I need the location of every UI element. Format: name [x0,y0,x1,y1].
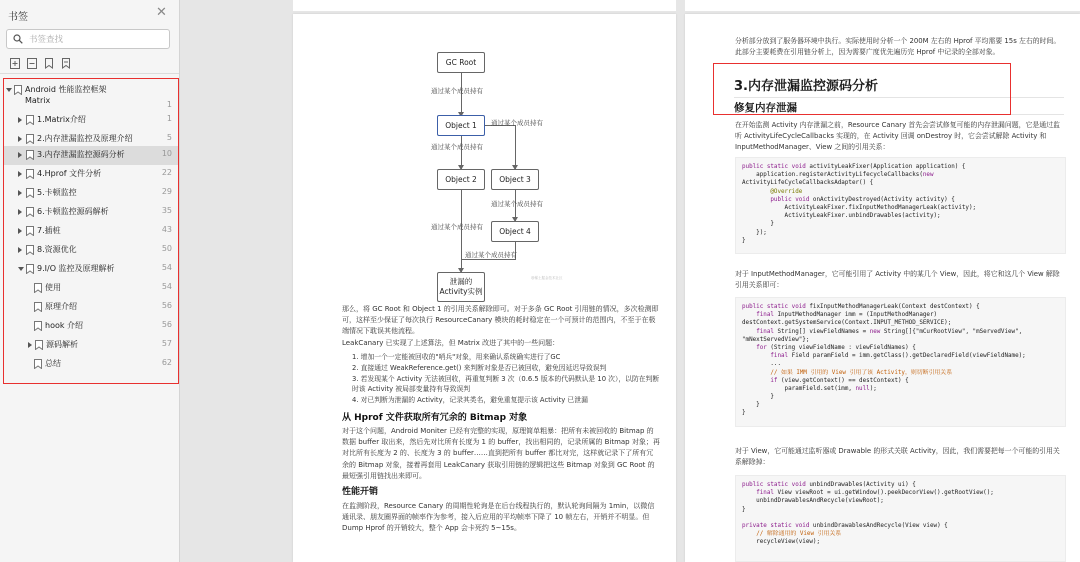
toc-item-page: 56 [161,301,172,310]
bookmark-icon [26,169,34,179]
toc-item-page: 35 [161,206,172,215]
toc-item-io-summary[interactable] [4,355,178,374]
toc-item-matrix-intro[interactable] [4,111,178,130]
toc-item-instrumentation[interactable] [4,222,178,241]
bookmark-icon [26,226,34,236]
bookmark-icon [26,245,34,255]
toc-item-label: Android 性能监控框架 Matrix [25,85,107,105]
previous-page-edge [293,0,676,11]
heading-highlight-frame [713,63,1011,115]
bookmark-icon [26,207,34,217]
toc-item-root[interactable] [4,81,178,111]
delete-bookmark-icon[interactable] [61,58,71,69]
toc-item-leak-source[interactable] [4,146,178,165]
paragraph: 在监测阶段，Resource Canary 的周期性轮询是在后台线程执行的，默认轮询间隔为 1min，以微信通讯录、朋友圈界面的帧率作为参考，接入后应用的平均帧率下降了 10 帧左右，开销并不明显。但 Dump Hprof 的开销较大，整个 App 会卡死约 5~15s。 [342,502,655,533]
toc-item-jank-source[interactable] [4,203,178,222]
search-icon [13,34,23,44]
toc-item-page: 54 [161,282,172,291]
toc-item-page: 29 [161,187,172,196]
section-heading: 修复内存泄漏 [734,102,797,114]
add-bookmark-icon[interactable] [44,58,54,69]
edge-label: 通过某个成员持有 [491,200,543,208]
expand-all-icon[interactable] [10,58,20,69]
node-object-2: Object 2 [437,169,485,190]
bookmark-icon [26,115,34,125]
bookmark-icon [26,264,34,274]
toc-item-label: hook 介绍 [45,321,84,330]
chapter-heading: 3.内存泄漏监控源码分析 [734,79,878,94]
expand-arrow-icon[interactable] [28,342,32,348]
toc-item-page: 10 [161,149,172,158]
code-block-unbind-drawables: public static void unbindDrawables(Activity ui) { final View viewRoot = ui.getWindow().peekDecorView().getRootView(); unbindDrawablesAndRecycle(viewRoot); } private static void unbindDrawablesAndRecycle(View view) { // 解除通用的 View 引用关系 recycleView(view); [735,475,1066,562]
paragraph: LeakCanary 已实现了上述算法，但 Matrix 改进了其中的一些问题： [342,339,560,347]
expand-arrow-icon[interactable] [18,152,22,158]
bookmark-icon [26,188,34,198]
document-page-left [293,14,676,562]
toc-item-page: 43 [161,225,172,234]
toc-item-label: 2.内存泄漏监控及原理介绍 [37,134,133,143]
toc-item-label: 使用 [45,283,61,292]
list-item: 4. 对已判断为泄漏的 Activity，记录其类名，避免重复提示该 Activity 已泄漏 [352,396,588,404]
toc-item-hprof[interactable] [4,165,178,184]
paragraph: 分析部分放到了服务器环境中执行。实际使用时分析一个 200M 左右的 Hprof 平均需要 15s 左右的时间。此部分主要耗费在引用链分析上，因为需要广度优先遍历完 Hprof 中记录的全部对象。 [735,37,1061,56]
expand-arrow-icon[interactable] [18,247,22,253]
paragraph: 对于这个问题，Android Moniter 已经有完整的实现，原理简单粗暴：把所有未被回收的 Bitmap 的数据 buffer 取出来，然后先对比所有长度为 1 的 buffer，找出相同的，记录所属的 Bitmap 对象；再对比所有长度为 2 的、长度为 3 的 buffer……直到把所有 buffer 都比对完，这样就记录下了所有冗余的 Bitmap 对象，接着再套用 LeakCanary 获取引用链的逻辑把这些 Bitmap 对象到 GC Root 的最短强引用链找出来即可。 [342,427,660,480]
paragraph: 对于 View，它可能通过监听器或 Drawable 的形式关联 Activity，因此，我们需要把每一个可能的引用关系解除掉： [735,447,1060,466]
toc-item-page: 62 [161,358,172,367]
toc-item-io-usage[interactable] [4,279,178,298]
expand-arrow-icon[interactable] [18,117,22,123]
paragraph: 那么，将 GC Root 和 Object 1 的引用关系解除即可。对于多条 GC Root 引用链的情况，多次检测即可，这样至少保证了每次执行 ResourceCanary 模块的耗时稳定在一个可预计的范围内，不至于在极端情况下耽误其他流程。 [342,305,659,336]
toc-item-label: 源码解析 [46,340,78,349]
toc-item-page: 50 [161,244,172,253]
image-watermark: @稀土掘金技术社区 [531,276,563,280]
toc-item-label: 6.卡顿监控源码解析 [37,207,109,216]
bookmark-tree [4,80,178,380]
expand-arrow-icon[interactable] [18,190,22,196]
toc-item-page: 1 [166,114,172,123]
section-heading: 性能开销 [342,487,379,497]
toc-item-label: 8.资源优化 [37,245,77,254]
bookmark-icon [26,134,34,144]
expand-arrow-icon[interactable] [18,267,24,271]
expand-arrow-icon[interactable] [18,171,22,177]
toc-item-page: 54 [161,263,172,272]
toc-item-label: 原理介绍 [45,302,77,311]
previous-page-edge [685,0,1080,11]
bookmark-search-box[interactable] [6,29,170,49]
bookmark-icon [26,150,34,160]
toc-item-label: 总结 [45,359,61,368]
toc-item-io-hook[interactable] [4,317,178,336]
node-gc-root: GC Root [437,52,485,73]
sidebar-title: 书签 [8,12,28,23]
bookmark-icon [34,283,42,293]
section-heading: 从 Hprof 文件获取所有冗余的 Bitmap 对象 [342,413,528,423]
list-item: 2. 直接通过 WeakReference.get() 来判断对象是否已被回收，避免因延迟导致误判 [352,364,607,372]
toc-item-label: 4.Hprof 文件分析 [37,169,102,178]
code-block-leak-fixer: public static void activityLeakFixer(Application application) { application.registerActivityLifecycleCallbacks(new ActivityLifeCycleCallbacksAdapter() { @Override public void onActivityDestroyed(Activity activity) { ActivityLeakFixer.fixInputMethodManagerLeak(activity); ActivityLeakFixer.unbindDrawables(activity); } }); } [735,157,1066,254]
paragraph: 在开始监测 Activity 内存泄漏之前，Resource Canary 首先会尝试修复可能的内存泄漏问题，它是通过监听 ActivityLifeCycleCallbacks 实现的，在 Activity 回调 onDestroy 时，它会尝试解除 Activity 和 InputMethodManager、View 之间的引用关系： [735,121,1060,151]
collapse-all-icon[interactable] [27,58,37,69]
expand-arrow-icon[interactable] [6,88,12,92]
bookmark-icon [34,321,42,331]
toc-item-page: 22 [161,168,172,177]
node-object-1: Object 1 [437,115,485,136]
toc-item-label: 9.I/O 监控及原理解析 [37,264,115,273]
edge-label: 通过某个成员持有 [431,87,483,95]
toc-item-label: 3.内存泄漏监控源码分析 [37,150,125,159]
toc-item-label: 7.插桩 [37,226,61,235]
edge-label: 通过某个成员持有 [431,143,483,151]
toolbar-divider [0,73,179,74]
toc-item-page: 56 [161,320,172,329]
bookmark-icon [14,85,22,95]
node-object-4: Object 4 [491,221,539,242]
bookmark-icon [34,302,42,312]
toc-item-io-principle[interactable] [4,298,178,317]
close-icon[interactable]: ✕ [156,5,167,20]
toc-item-page: 5 [166,133,172,142]
expand-arrow-icon[interactable] [18,209,22,215]
node-object-3: Object 3 [491,169,539,190]
list-item: 1. 增加一个一定能被回收的"哨兵"对象，用来确认系统确实进行了GC [352,353,561,361]
bookmark-icon [35,340,43,350]
toc-item-io-source[interactable] [4,336,178,355]
gc-reference-flowchart [423,34,568,304]
list-item: 3. 若发现某个 Activity 无法被回收，再重复判断 3 次（0.6.5 版本的代码默认是 10 次），以防在判断时该 Activity 被局部变量持有导致误判 [352,375,660,393]
toc-item-label: 5.卡顿监控 [37,188,77,197]
toc-item-page: 57 [161,339,172,348]
bookmark-search-input[interactable] [29,32,165,47]
bookmark-icon [34,359,42,369]
expand-arrow-icon[interactable] [18,228,22,234]
paragraph: 对于 InputMethodManager，它可能引用了 Activity 中的某几个 View，因此，将它和这几个 View 解除引用关系即可： [735,270,1060,289]
code-block-imm-leak: public static void fixInputMethodManagerLeak(Context destContext) { final InputMethodManager imm = (InputMethodManager) destContext.getSystemService(Context.INPUT_METHOD_SERVICE); final String[] viewFieldNames = new String[]{"mCurRootView", "mServedView", "mNextServedView"}; for (String viewFieldName : viewFieldNames) { final Field paramField = imm.getClass().getDeclaredField(viewFieldName); ... // 如果 IMM 引用的 View 引用了该 Activity，则切断引用关系 if (view.getContext() == destContext) { paramField.set(imm, null); } } } [735,297,1066,427]
toc-item-io[interactable] [4,260,178,279]
edge-label: 通过某个成员持有 [465,251,517,259]
toc-item-jank[interactable] [4,184,178,203]
toc-item-label: 1.Matrix介绍 [37,115,86,124]
node-leaked-activity: 泄漏的 Activity实例 [437,272,485,302]
edge-label: 通过某个成员持有 [431,223,483,231]
toc-item-page: 1 [166,100,172,109]
expand-arrow-icon[interactable] [18,136,22,142]
edge-label: 通过某个成员持有 [491,119,543,127]
toc-item-resource[interactable] [4,241,178,260]
